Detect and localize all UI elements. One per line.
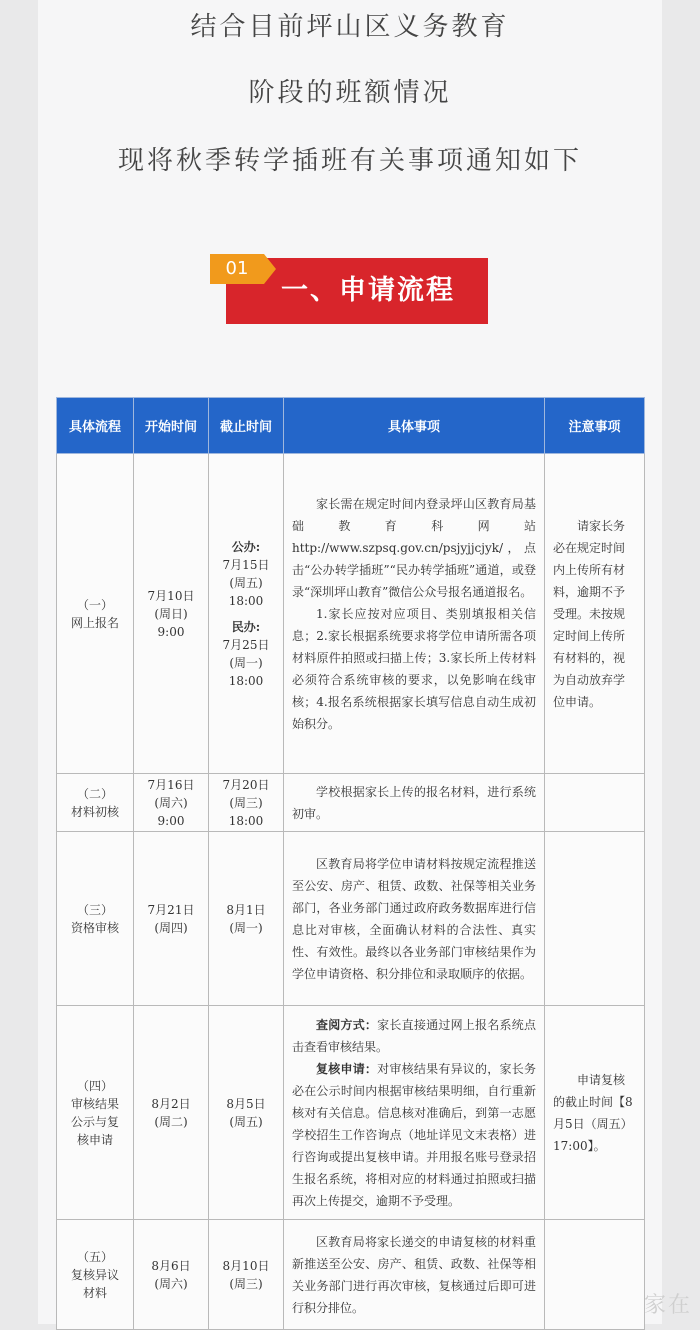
section-title: 一、申请流程 [281, 275, 455, 306]
detail-text: 家长直接通过网上报名系统点击查看审核结果。 [292, 1017, 536, 1054]
start-clock: 9:00 [157, 813, 185, 828]
detail-paragraph: 学校根据家长上传的报名材料，进行系统初审。 [292, 784, 536, 821]
end-label-public: 公办: [231, 539, 261, 554]
start-date: 8月6日 [151, 1258, 191, 1273]
step-name: 资格审核 [70, 920, 119, 935]
detail-cell [284, 774, 545, 832]
detail-text: 对审核结果有异议的，家长务必在公示时间内根据审核结果明细，自行重新核对有关信息。信息核对准确后，到第一志愿学校招生工作咨询点（地址详见文末表格）进行咨询或提出复核申请。并用报名账号登录招生报名系统，将相对应的材料通过拍照或扫描再次上传提交，逾期不予受理。 [292, 1061, 536, 1208]
section-number-badge: 01 [210, 254, 264, 284]
heading-line-2: 阶段的班额情况 [248, 78, 452, 108]
end-weekday: (周五) [229, 575, 263, 590]
end-time-cell [209, 1220, 284, 1330]
detail-paragraph: 区教育局将家长递交的申请复核的材料重新推送至公安、房产、租赁、政数、社保等相关业务部门进行再次审核，复核通过后即可进行积分排位。 [292, 1234, 536, 1315]
step-name: 网上报名 [70, 615, 119, 630]
end-time-cell [209, 774, 284, 832]
detail-paragraph: 1.家长应按对应项目、类别填报相关信息；2.家长根据系统要求将学位申请所需各项材料原件拍照或扫描上传；3.家长所上传材料必须符合系统审核的要求，以免影响在线审核；4.报名系统根据家长填写信息自动生成初始积分。 [292, 606, 536, 731]
step-cell [57, 1220, 134, 1330]
end-date: 8月1日 [226, 902, 266, 917]
start-weekday: (周六) [154, 795, 188, 810]
start-date: 7月16日 [147, 777, 195, 792]
end-weekday: (周五) [229, 1114, 263, 1129]
step-number: （三） [76, 902, 113, 917]
detail-cell [284, 1220, 545, 1330]
step-number: （四） [76, 1078, 113, 1093]
end-weekday: (周一) [229, 655, 263, 670]
end-weekday: (周三) [229, 795, 263, 810]
start-time-cell [134, 774, 209, 832]
start-weekday: (周日) [154, 606, 188, 621]
step-name: 复核异议 [70, 1267, 119, 1282]
note-cell [545, 1220, 645, 1330]
end-weekday: (周三) [229, 1276, 263, 1291]
step-cell [57, 454, 134, 774]
table-row [57, 1220, 645, 1330]
heading-line-3: 现将秋季转学插班有关事项通知如下 [117, 146, 582, 176]
heading-line-1: 结合目前坪山区义务教育 [190, 12, 510, 42]
start-time-cell [134, 1220, 209, 1330]
end-time-cell [209, 1006, 284, 1220]
header-end-time: 截止时间 [209, 398, 284, 454]
start-date: 8月2日 [151, 1096, 191, 1111]
step-number: （五） [76, 1249, 113, 1264]
detail-label: 查阅方式： [316, 1017, 378, 1032]
step-number: （一） [76, 597, 113, 612]
start-date: 7月21日 [147, 902, 195, 917]
detail-cell [284, 1006, 545, 1220]
table-row [57, 774, 645, 832]
note-cell [545, 774, 645, 832]
end-time-cell [209, 454, 284, 774]
note-text: 申请复核的截止时间【8月5日（周五）17:00】。 [553, 1072, 633, 1153]
end-date: 8月5日 [226, 1096, 266, 1111]
step-number: （二） [76, 786, 113, 801]
end-date: 8月10日 [222, 1258, 270, 1273]
table-row [57, 454, 645, 774]
start-time-cell [134, 832, 209, 1006]
end-clock: 18:00 [228, 673, 264, 688]
note-text: 请家长务必在规定时间内上传所有材料，逾期不予受理。未按规定时间上传所有材料的，视为自动放弃学位申请。 [553, 518, 626, 709]
header-note: 注意事项 [545, 398, 645, 454]
table-row [57, 1006, 645, 1220]
detail-paragraph: 家长需在规定时间内登录坪山区教育局基础教育科网站http://www.szpsq.gov.cn/psjyjjcjyk/，点击“公办转学插班”“民办转学插班”通道，或登录“深圳坪山教育”微信公众号报名通道报名。 [292, 496, 536, 599]
end-clock: 18:00 [228, 593, 264, 608]
end-weekday: (周一) [229, 920, 263, 935]
process-table [56, 397, 645, 1330]
step-cell [57, 832, 134, 1006]
detail-cell [284, 832, 545, 1006]
start-weekday: (周四) [154, 920, 188, 935]
start-time-cell [134, 1006, 209, 1220]
step-name: 材料初核 [70, 804, 119, 819]
detail-label: 复核申请： [316, 1061, 378, 1076]
end-clock: 18:00 [228, 813, 264, 828]
table-header-row [57, 398, 645, 454]
start-clock: 9:00 [157, 624, 185, 639]
table-row [57, 832, 645, 1006]
note-cell [545, 1006, 645, 1220]
detail-paragraph [292, 1014, 536, 1058]
watermark-logo: 家在 [643, 1293, 692, 1318]
start-date: 7月10日 [147, 588, 195, 603]
step-name: 材料 [82, 1285, 107, 1300]
step-name: 核申请 [76, 1132, 113, 1147]
step-cell [57, 774, 134, 832]
detail-paragraph [292, 1058, 536, 1212]
header-step: 具体流程 [57, 398, 134, 454]
header-detail: 具体事项 [284, 398, 545, 454]
step-name: 审核结果 [70, 1096, 119, 1111]
end-time-cell [209, 832, 284, 1006]
step-cell [57, 1006, 134, 1220]
header-start-time: 开始时间 [134, 398, 209, 454]
note-cell [545, 454, 645, 774]
start-weekday: (周二) [154, 1114, 188, 1129]
start-weekday: (周六) [154, 1276, 188, 1291]
end-date: 7月20日 [222, 777, 270, 792]
end-date: 7月15日 [222, 557, 270, 572]
detail-paragraph: 区教育局将学位申请材料按规定流程推送至公安、房产、租赁、政数、社保等相关业务部门，各业务部门通过政府政务数据库进行信息比对审核，全面确认材料的合法性、真实性、有效性。最终以各业务部门审核结果作为学位申请资格、积分排位和录取顺序的依据。 [292, 856, 536, 981]
end-date: 7月25日 [222, 637, 270, 652]
end-label-private: 民办: [231, 619, 261, 634]
detail-cell [284, 454, 545, 774]
start-time-cell [134, 454, 209, 774]
step-name: 公示与复 [70, 1114, 119, 1129]
note-cell [545, 832, 645, 1006]
